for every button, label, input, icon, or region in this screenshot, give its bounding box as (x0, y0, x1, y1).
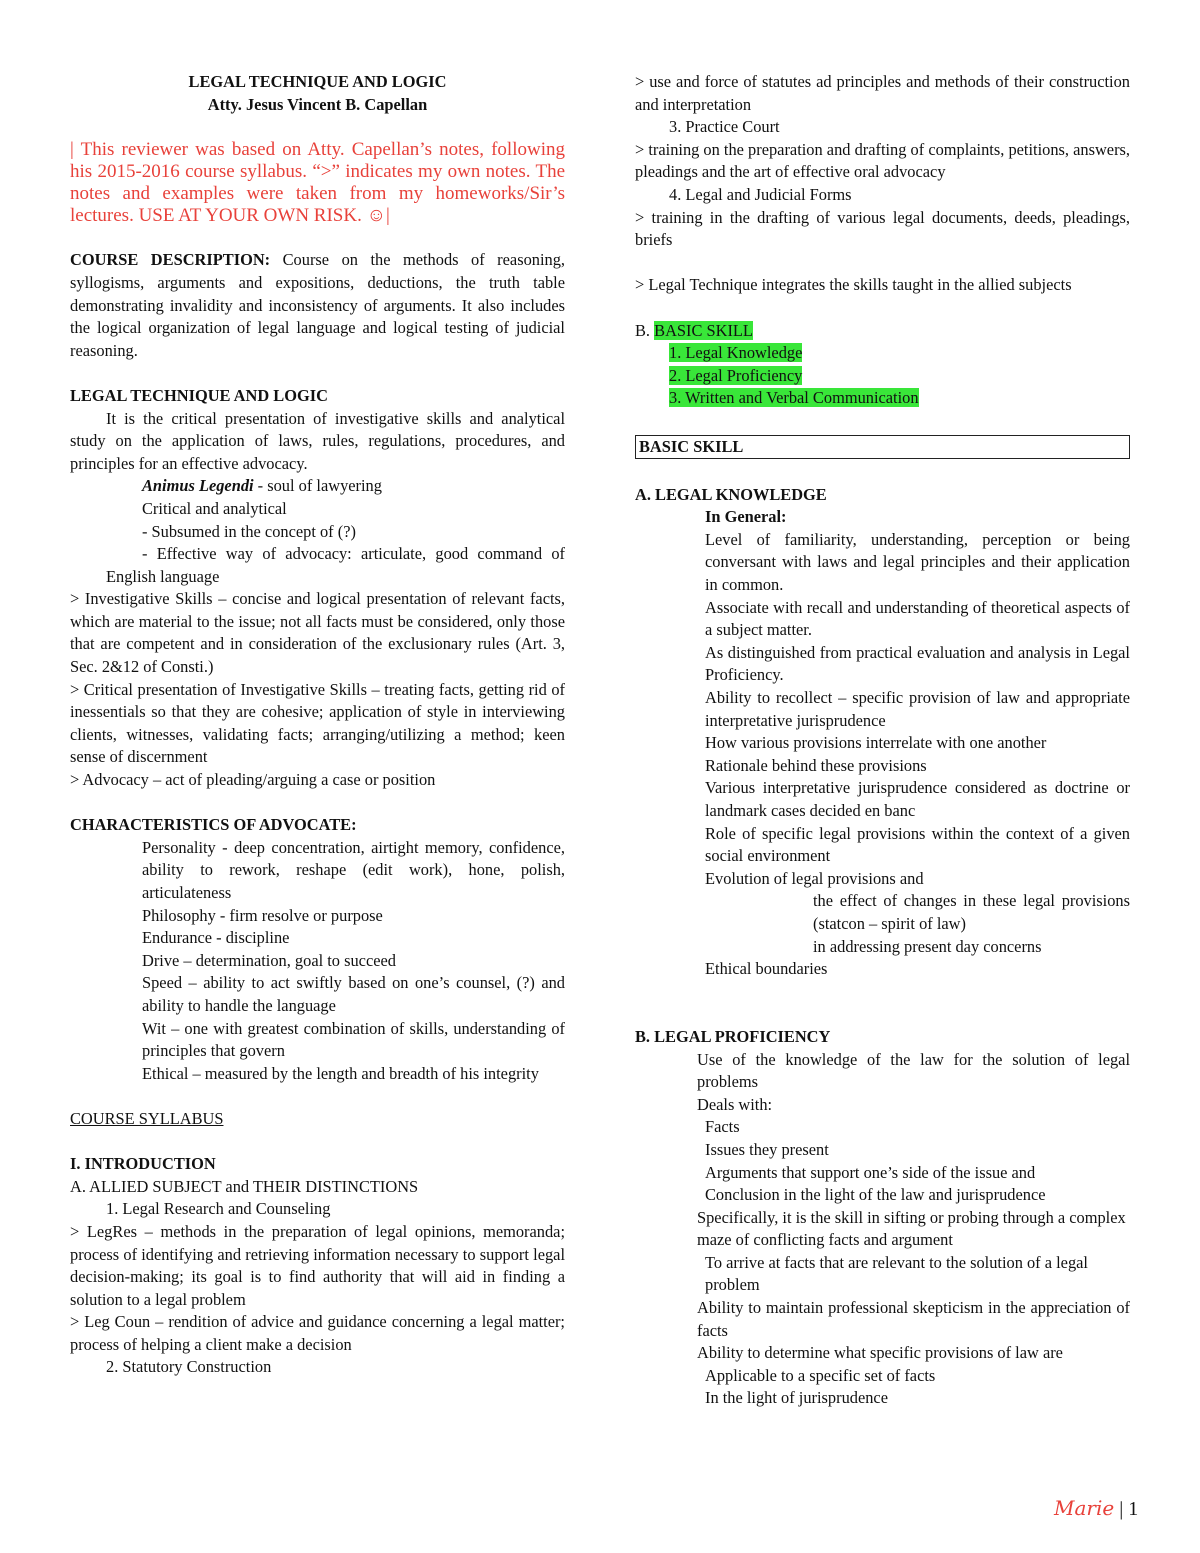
integrates-note: > Legal Technique integrates the skills taught in the allied subjects (635, 275, 1072, 295)
animus-rest: - soul of lawyering (253, 476, 382, 496)
characteristic-item: Wit – one with greatest combination of skills, understanding of principles that govern (142, 1018, 565, 1061)
proficiency-conclusion: Conclusion in the light of the law and jurisprudence (705, 1185, 1046, 1205)
proficiency-use: Use of the knowledge of the law for the solution of legal problems (697, 1049, 1130, 1092)
knowledge-sub-list (635, 890, 1130, 958)
critical-presentation: > Critical presentation of Investigative Skills – treating facts, getting rid of inessentials so that they are cohesive; application of style in interviewing clients, witnesses, validating facts; arranging/utilizing a method; keen sense of discernment (70, 679, 565, 767)
proficiency-deals: Deals with: (697, 1094, 773, 1114)
forms-note: > training in the drafting of various legal documents, deeds, pleadings, briefs (635, 207, 1130, 250)
legal-proficiency-heading: B. LEGAL PROFICIENCY (635, 1026, 831, 1046)
practice-court-note: > training on the preparation and drafting of complaints, petitions, answers, pleadings and the art of effective oral advocacy (635, 139, 1130, 182)
knowledge-item: As distinguished from practical evaluation and analysis in Legal Proficiency. (705, 642, 1130, 685)
basic-item-text: 3. Written and Verbal Communication (669, 388, 919, 408)
course-description-text: Course on the methods of reasoning, syllogisms, arguments and expositions, deductions, the truth table demonstrating invalidity and inconsistency of arguments. It also includes the logical organization of legal language and logical testing of judicial reasoning. (70, 250, 565, 360)
proficiency-specifically: Specifically, it is the skill in sifting or probing through a complex maze of conflicting facts and argument (697, 1207, 1126, 1250)
basic-item (635, 342, 1130, 365)
footer-signature: Marie (1054, 1496, 1115, 1520)
knowledge-sub-item: in addressing present day concerns (813, 936, 1042, 956)
critical-analytical: Critical and analytical (142, 498, 287, 518)
advocacy-definition: > Advocacy – act of pleading/arguing a case or position (70, 770, 436, 790)
characteristic-item: Philosophy - firm resolve or purpose (142, 905, 383, 925)
proficiency-skepticism: Ability to maintain professional skepticism in the appreciation of facts (697, 1298, 1130, 1340)
basic-item-text: 2. Legal Proficiency (669, 365, 803, 385)
course-description (70, 249, 565, 362)
page-footer (1054, 1497, 1138, 1521)
statcon-note: > use and force of statutes ad principles and methods of their construction and interpretation (635, 72, 1130, 114)
proficiency-applicable: Applicable to a specific set of facts (705, 1365, 936, 1385)
knowledge-item: Associate with recall and understanding of theoretical aspects of a subject matter. (705, 597, 1130, 640)
proficiency-light: In the light of jurisprudence (705, 1388, 888, 1408)
knowledge-item: Evolution of legal provisions and (705, 868, 924, 888)
page-number: | 1 (1119, 1498, 1139, 1520)
statcon-title: 2. Statutory Construction (106, 1357, 272, 1377)
legcoun-note: > Leg Coun – rendition of advice and guidance concerning a legal matter; process of helping a client make a decision (70, 1312, 565, 1354)
knowledge-item: Various interpretative jurisprudence considered as doctrine or landmark cases decided en banc (705, 778, 1130, 820)
characteristics-heading: CHARACTERISTICS OF ADVOCATE: (70, 815, 357, 835)
basic-item (635, 387, 1130, 410)
proficiency-issues: Issues they present (705, 1139, 829, 1159)
in-general-label: In General: (705, 507, 787, 527)
proficiency-arguments: Arguments that support one’s side of the issue and (705, 1162, 1036, 1182)
ltl-intro: It is the critical presentation of investigative skills and analytical study on the application of laws, rules, regulations, procedures, and principles for an effective advocacy. (70, 408, 565, 473)
effective-advocacy: - Effective way of advocacy: articulate, good command of English language (106, 544, 565, 586)
proficiency-facts: Facts (705, 1117, 740, 1137)
basic-skill-label (635, 320, 1130, 343)
knowledge-item: Ability to recollect – specific provision of law and appropriate interpretative jurisprudence (705, 688, 1130, 730)
characteristic-item: Ethical – measured by the length and breadth of his integrity (142, 1063, 539, 1083)
knowledge-item: How various provisions interrelate with one another (705, 733, 1047, 753)
characteristic-item: Drive – determination, goal to succeed (142, 950, 396, 970)
subsumed-note: - Subsumed in the concept of (?) (142, 521, 356, 541)
knowledge-sub-item: the effect of changes in these legal provisions (statcon – spirit of law) (813, 891, 1130, 933)
proficiency-arrive: To arrive at facts that are relevant to the solution of a legal problem (705, 1252, 1088, 1295)
reviewer-note: | This reviewer was based on Atty. Capellan’s notes, following his 2015-2016 course syllabus. “>” indicates my own notes. The notes and examples were taken from my homeworks/Sir’s lectures. USE AT YOUR OWN RISK. ☺| (70, 138, 565, 226)
basic-item (635, 365, 1130, 388)
right-column (635, 71, 1130, 1410)
legres-note: > LegRes – methods in the preparation of legal opinions, memoranda; process of identifying and retrieving information necessary to support legal decision-making; its goal is to find authority that will aid in finding a solution to a legal problem (70, 1221, 565, 1309)
investigative-skills: > Investigative Skills – concise and logical presentation of relevant facts, which are material to the issue; not all facts must be considered, only those that are competent and in consideration of the exclusionary rules (Art. 3, Sec. 2&12 of Consti.) (70, 589, 565, 677)
knowledge-list (635, 529, 1130, 891)
practice-court-title: 3. Practice Court (669, 117, 780, 137)
introduction-heading: I. INTRODUCTION (70, 1154, 216, 1174)
basic-item-text: 1. Legal Knowledge (669, 343, 803, 363)
allied-heading: A. ALLIED SUBJECT and THEIR DISTINCTIONS (70, 1176, 419, 1196)
basic-skill-box-heading: BASIC SKILL (635, 435, 1130, 460)
proficiency-list (635, 1049, 1130, 1411)
characteristic-item: Personality - deep concentration, airtight memory, confidence, ability to rework, reshape (edit work), hone, polish, articulateness (142, 837, 565, 902)
ltl-heading: LEGAL TECHNIQUE AND LOGIC (70, 385, 328, 405)
document-title: LEGAL TECHNIQUE AND LOGIC (188, 72, 447, 91)
forms-title: 4. Legal and Judicial Forms (669, 184, 852, 204)
proficiency-determine: Ability to determine what specific provisions of law are (697, 1343, 1063, 1363)
legal-knowledge-heading: A. LEGAL KNOWLEDGE (635, 484, 827, 504)
course-description-label: COURSE DESCRIPTION: (70, 250, 271, 270)
characteristic-item: Endurance - discipline (142, 928, 290, 948)
characteristics-list (70, 837, 565, 1086)
legres-title: 1. Legal Research and Counseling (106, 1199, 331, 1219)
basic-skill-highlight: BASIC SKILL (654, 320, 753, 340)
characteristic-item: Speed – ability to act swiftly based on one’s counsel, (?) and ability to handle the language (142, 973, 565, 1015)
document-author: Atty. Jesus Vincent B. Capellan (207, 94, 428, 114)
animus-legendi (70, 475, 565, 498)
knowledge-item: Rationale behind these provisions (705, 755, 927, 775)
ethical-boundaries: Ethical boundaries (705, 959, 828, 979)
knowledge-item: Role of specific legal provisions within the context of a given social environment (705, 823, 1130, 866)
basic-skill-prefix: B. (635, 320, 655, 340)
animus-term: Animus Legendi (142, 476, 254, 496)
knowledge-item: Level of familiarity, understanding, perception or being conversant with laws and legal principles and their application in common. (705, 529, 1130, 595)
left-column (70, 71, 565, 1379)
syllabus-heading: COURSE SYLLABUS (70, 1108, 224, 1128)
